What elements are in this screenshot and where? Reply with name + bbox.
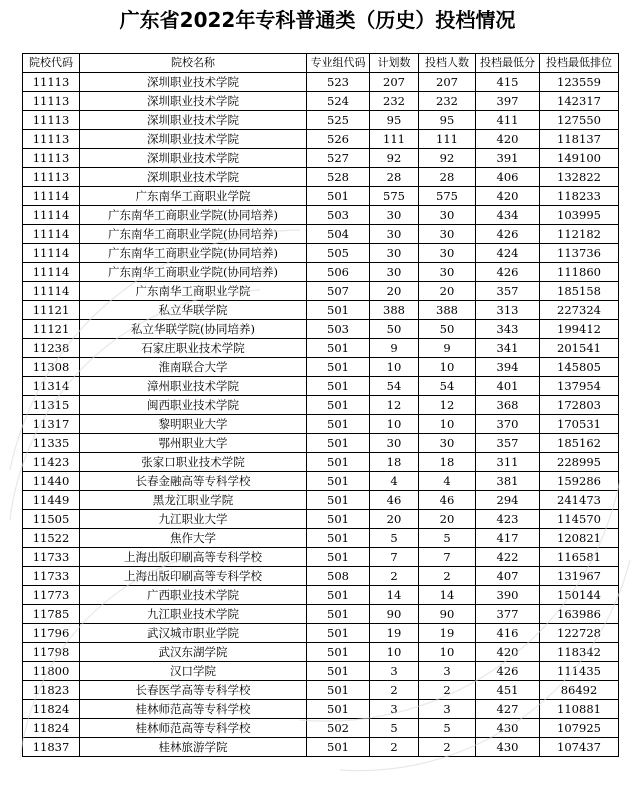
cell-admitted-count: 90 xyxy=(419,605,476,624)
cell-school-name: 上海出版印刷高等专科学校 xyxy=(80,548,307,567)
header-min-rank: 投档最低排位 xyxy=(540,54,619,73)
cell-min-score: 401 xyxy=(476,377,540,396)
table-body xyxy=(23,73,619,757)
cell-school-code: 11449 xyxy=(23,491,80,510)
cell-school-name: 深圳职业技术学院 xyxy=(80,149,307,168)
table-row xyxy=(23,377,619,396)
table-row xyxy=(23,244,619,263)
cell-plan-count: 2 xyxy=(370,681,419,700)
cell-school-name: 广东南华工商职业学院(协同培养) xyxy=(80,206,307,225)
cell-min-score: 420 xyxy=(476,130,540,149)
cell-group-code: 501 xyxy=(307,377,370,396)
cell-admitted-count: 7 xyxy=(419,548,476,567)
cell-school-name: 黎明职业大学 xyxy=(80,415,307,434)
cell-min-rank: 107437 xyxy=(540,738,619,757)
cell-admitted-count: 4 xyxy=(419,472,476,491)
cell-school-name: 鄂州职业大学 xyxy=(80,434,307,453)
cell-min-rank: 114570 xyxy=(540,510,619,529)
cell-school-name: 私立华联学院(协同培养) xyxy=(80,320,307,339)
cell-plan-count: 54 xyxy=(370,377,419,396)
cell-admitted-count: 30 xyxy=(419,434,476,453)
cell-school-code: 11823 xyxy=(23,681,80,700)
cell-school-name: 私立华联学院 xyxy=(80,301,307,320)
cell-school-code: 11238 xyxy=(23,339,80,358)
cell-school-name: 深圳职业技术学院 xyxy=(80,73,307,92)
cell-min-rank: 116581 xyxy=(540,548,619,567)
cell-admitted-count: 20 xyxy=(419,282,476,301)
table-row xyxy=(23,111,619,130)
cell-plan-count: 2 xyxy=(370,567,419,586)
cell-school-name: 漳州职业技术学院 xyxy=(80,377,307,396)
header-group-code: 专业组代码 xyxy=(307,54,370,73)
cell-group-code: 501 xyxy=(307,700,370,719)
cell-school-code: 11733 xyxy=(23,548,80,567)
cell-group-code: 502 xyxy=(307,719,370,738)
cell-school-code: 11113 xyxy=(23,168,80,187)
table-row xyxy=(23,415,619,434)
cell-group-code: 526 xyxy=(307,130,370,149)
cell-admitted-count: 2 xyxy=(419,567,476,586)
cell-plan-count: 14 xyxy=(370,586,419,605)
cell-min-rank: 137954 xyxy=(540,377,619,396)
cell-group-code: 501 xyxy=(307,415,370,434)
cell-school-code: 11440 xyxy=(23,472,80,491)
cell-admitted-count: 207 xyxy=(419,73,476,92)
cell-group-code: 501 xyxy=(307,586,370,605)
cell-plan-count: 92 xyxy=(370,149,419,168)
cell-min-rank: 199412 xyxy=(540,320,619,339)
table-header-row xyxy=(23,54,619,73)
table-row xyxy=(23,206,619,225)
cell-min-score: 406 xyxy=(476,168,540,187)
cell-school-code: 11785 xyxy=(23,605,80,624)
cell-group-code: 527 xyxy=(307,149,370,168)
cell-group-code: 508 xyxy=(307,567,370,586)
cell-min-score: 390 xyxy=(476,586,540,605)
cell-min-score: 294 xyxy=(476,491,540,510)
cell-school-name: 广东南华工商职业学院(协同培养) xyxy=(80,225,307,244)
cell-group-code: 506 xyxy=(307,263,370,282)
cell-school-code: 11113 xyxy=(23,130,80,149)
table-row xyxy=(23,643,619,662)
cell-school-name: 深圳职业技术学院 xyxy=(80,92,307,111)
cell-min-rank: 127550 xyxy=(540,111,619,130)
cell-plan-count: 18 xyxy=(370,453,419,472)
cell-min-score: 368 xyxy=(476,396,540,415)
table-row xyxy=(23,434,619,453)
cell-school-name: 上海出版印刷高等专科学校 xyxy=(80,567,307,586)
cell-min-rank: 122728 xyxy=(540,624,619,643)
cell-plan-count: 2 xyxy=(370,738,419,757)
cell-min-score: 357 xyxy=(476,434,540,453)
table-row xyxy=(23,472,619,491)
cell-plan-count: 575 xyxy=(370,187,419,206)
cell-min-score: 434 xyxy=(476,206,540,225)
header-school-name: 院校名称 xyxy=(80,54,307,73)
cell-school-code: 11800 xyxy=(23,662,80,681)
cell-min-rank: 113736 xyxy=(540,244,619,263)
cell-plan-count: 4 xyxy=(370,472,419,491)
table-row xyxy=(23,662,619,681)
cell-group-code: 501 xyxy=(307,491,370,510)
cell-plan-count: 30 xyxy=(370,206,419,225)
table-row xyxy=(23,282,619,301)
cell-min-rank: 149100 xyxy=(540,149,619,168)
cell-admitted-count: 46 xyxy=(419,491,476,510)
cell-school-name: 深圳职业技术学院 xyxy=(80,168,307,187)
cell-min-score: 394 xyxy=(476,358,540,377)
cell-school-code: 11113 xyxy=(23,149,80,168)
cell-admitted-count: 28 xyxy=(419,168,476,187)
cell-admitted-count: 2 xyxy=(419,738,476,757)
cell-admitted-count: 2 xyxy=(419,681,476,700)
cell-school-name: 淮南联合大学 xyxy=(80,358,307,377)
cell-group-code: 501 xyxy=(307,301,370,320)
cell-admitted-count: 30 xyxy=(419,244,476,263)
cell-group-code: 501 xyxy=(307,510,370,529)
cell-plan-count: 9 xyxy=(370,339,419,358)
cell-admitted-count: 3 xyxy=(419,662,476,681)
cell-admitted-count: 388 xyxy=(419,301,476,320)
page-title: 广东省2022年专科普通类（历史）投档情况 xyxy=(119,8,516,32)
cell-min-rank: 241473 xyxy=(540,491,619,510)
cell-min-rank: 142317 xyxy=(540,92,619,111)
cell-school-name: 九江职业大学 xyxy=(80,510,307,529)
cell-plan-count: 46 xyxy=(370,491,419,510)
cell-school-name: 深圳职业技术学院 xyxy=(80,130,307,149)
cell-school-name: 张家口职业技术学院 xyxy=(80,453,307,472)
cell-group-code: 528 xyxy=(307,168,370,187)
cell-plan-count: 28 xyxy=(370,168,419,187)
cell-min-score: 407 xyxy=(476,567,540,586)
cell-plan-count: 90 xyxy=(370,605,419,624)
cell-school-code: 11733 xyxy=(23,567,80,586)
cell-school-code: 11114 xyxy=(23,263,80,282)
cell-plan-count: 207 xyxy=(370,73,419,92)
table-row xyxy=(23,529,619,548)
cell-min-score: 397 xyxy=(476,92,540,111)
cell-admitted-count: 92 xyxy=(419,149,476,168)
cell-school-code: 11114 xyxy=(23,282,80,301)
table-row xyxy=(23,605,619,624)
table-row xyxy=(23,700,619,719)
cell-plan-count: 3 xyxy=(370,700,419,719)
cell-admitted-count: 14 xyxy=(419,586,476,605)
cell-min-score: 415 xyxy=(476,73,540,92)
cell-school-name: 桂林师范高等专科学校 xyxy=(80,700,307,719)
cell-group-code: 501 xyxy=(307,472,370,491)
cell-school-code: 11314 xyxy=(23,377,80,396)
cell-min-rank: 118137 xyxy=(540,130,619,149)
cell-min-rank: 201541 xyxy=(540,339,619,358)
cell-school-code: 11113 xyxy=(23,111,80,130)
cell-admitted-count: 232 xyxy=(419,92,476,111)
cell-min-score: 381 xyxy=(476,472,540,491)
cell-plan-count: 30 xyxy=(370,263,419,282)
table-row xyxy=(23,491,619,510)
cell-plan-count: 10 xyxy=(370,643,419,662)
cell-plan-count: 5 xyxy=(370,719,419,738)
cell-min-rank: 123559 xyxy=(540,73,619,92)
cell-group-code: 501 xyxy=(307,358,370,377)
cell-admitted-count: 30 xyxy=(419,263,476,282)
cell-school-name: 汉口学院 xyxy=(80,662,307,681)
header-plan-count: 计划数 xyxy=(370,54,419,73)
table-row xyxy=(23,681,619,700)
cell-school-name: 武汉东湖学院 xyxy=(80,643,307,662)
cell-school-name: 广西职业技术学院 xyxy=(80,586,307,605)
cell-school-code: 11315 xyxy=(23,396,80,415)
cell-plan-count: 111 xyxy=(370,130,419,149)
cell-min-score: 426 xyxy=(476,263,540,282)
cell-plan-count: 10 xyxy=(370,358,419,377)
cell-school-name: 广东南华工商职业学院 xyxy=(80,282,307,301)
table-row xyxy=(23,396,619,415)
cell-group-code: 503 xyxy=(307,320,370,339)
cell-group-code: 501 xyxy=(307,662,370,681)
cell-min-score: 420 xyxy=(476,187,540,206)
header-school-code: 院校代码 xyxy=(23,54,80,73)
cell-school-name: 桂林师范高等专科学校 xyxy=(80,719,307,738)
cell-school-code: 11121 xyxy=(23,301,80,320)
cell-min-score: 427 xyxy=(476,700,540,719)
cell-school-name: 九江职业技术学院 xyxy=(80,605,307,624)
cell-min-score: 416 xyxy=(476,624,540,643)
table-row xyxy=(23,263,619,282)
cell-group-code: 523 xyxy=(307,73,370,92)
cell-min-score: 313 xyxy=(476,301,540,320)
cell-min-score: 451 xyxy=(476,681,540,700)
cell-min-rank: 185158 xyxy=(540,282,619,301)
cell-group-code: 501 xyxy=(307,548,370,567)
cell-plan-count: 19 xyxy=(370,624,419,643)
cell-group-code: 501 xyxy=(307,529,370,548)
cell-min-rank: 170531 xyxy=(540,415,619,434)
cell-min-score: 430 xyxy=(476,738,540,757)
cell-min-rank: 132822 xyxy=(540,168,619,187)
cell-group-code: 503 xyxy=(307,206,370,225)
cell-plan-count: 30 xyxy=(370,225,419,244)
cell-plan-count: 10 xyxy=(370,415,419,434)
cell-admitted-count: 10 xyxy=(419,415,476,434)
cell-min-rank: 120821 xyxy=(540,529,619,548)
cell-group-code: 501 xyxy=(307,453,370,472)
cell-school-code: 11114 xyxy=(23,206,80,225)
cell-plan-count: 5 xyxy=(370,529,419,548)
table-row xyxy=(23,339,619,358)
table-row xyxy=(23,586,619,605)
cell-school-name: 闽西职业技术学院 xyxy=(80,396,307,415)
cell-plan-count: 20 xyxy=(370,282,419,301)
cell-admitted-count: 19 xyxy=(419,624,476,643)
cell-school-name: 长春金融高等专科学校 xyxy=(80,472,307,491)
cell-min-rank: 118233 xyxy=(540,187,619,206)
cell-plan-count: 3 xyxy=(370,662,419,681)
cell-min-score: 426 xyxy=(476,225,540,244)
cell-min-rank: 118342 xyxy=(540,643,619,662)
table-row xyxy=(23,624,619,643)
cell-admitted-count: 30 xyxy=(419,225,476,244)
cell-group-code: 501 xyxy=(307,738,370,757)
cell-admitted-count: 5 xyxy=(419,719,476,738)
cell-plan-count: 7 xyxy=(370,548,419,567)
table-row xyxy=(23,301,619,320)
cell-group-code: 524 xyxy=(307,92,370,111)
cell-school-code: 11522 xyxy=(23,529,80,548)
cell-group-code: 501 xyxy=(307,643,370,662)
cell-min-rank: 145805 xyxy=(540,358,619,377)
cell-school-name: 长春医学高等专科学校 xyxy=(80,681,307,700)
cell-group-code: 501 xyxy=(307,339,370,358)
cell-min-rank: 112182 xyxy=(540,225,619,244)
table-row xyxy=(23,320,619,339)
cell-school-name: 石家庄职业技术学院 xyxy=(80,339,307,358)
cell-school-code: 11114 xyxy=(23,225,80,244)
cell-school-name: 广东南华工商职业学院 xyxy=(80,187,307,206)
cell-plan-count: 12 xyxy=(370,396,419,415)
cell-min-score: 422 xyxy=(476,548,540,567)
cell-min-rank: 150144 xyxy=(540,586,619,605)
cell-group-code: 505 xyxy=(307,244,370,263)
cell-group-code: 501 xyxy=(307,396,370,415)
cell-min-score: 424 xyxy=(476,244,540,263)
cell-plan-count: 388 xyxy=(370,301,419,320)
cell-school-code: 11114 xyxy=(23,244,80,263)
cell-plan-count: 30 xyxy=(370,434,419,453)
cell-group-code: 501 xyxy=(307,605,370,624)
cell-min-score: 426 xyxy=(476,662,540,681)
cell-admitted-count: 12 xyxy=(419,396,476,415)
cell-school-code: 11796 xyxy=(23,624,80,643)
cell-group-code: 504 xyxy=(307,225,370,244)
cell-school-code: 11114 xyxy=(23,187,80,206)
header-min-score: 投档最低分 xyxy=(476,54,540,73)
cell-min-rank: 86492 xyxy=(540,681,619,700)
cell-min-rank: 103995 xyxy=(540,206,619,225)
cell-min-score: 430 xyxy=(476,719,540,738)
cell-admitted-count: 30 xyxy=(419,206,476,225)
cell-min-rank: 131967 xyxy=(540,567,619,586)
cell-min-rank: 159286 xyxy=(540,472,619,491)
cell-admitted-count: 3 xyxy=(419,700,476,719)
cell-min-score: 420 xyxy=(476,643,540,662)
cell-min-rank: 107925 xyxy=(540,719,619,738)
cell-min-score: 357 xyxy=(476,282,540,301)
cell-school-code: 11824 xyxy=(23,719,80,738)
cell-admitted-count: 18 xyxy=(419,453,476,472)
cell-admitted-count: 575 xyxy=(419,187,476,206)
cell-min-rank: 227324 xyxy=(540,301,619,320)
cell-min-score: 311 xyxy=(476,453,540,472)
cell-admitted-count: 10 xyxy=(419,358,476,377)
table-row xyxy=(23,548,619,567)
cell-group-code: 501 xyxy=(307,187,370,206)
table-row xyxy=(23,130,619,149)
cell-min-score: 423 xyxy=(476,510,540,529)
cell-admitted-count: 111 xyxy=(419,130,476,149)
cell-admitted-count: 54 xyxy=(419,377,476,396)
cell-school-code: 11798 xyxy=(23,643,80,662)
admission-table xyxy=(22,53,619,757)
cell-min-score: 377 xyxy=(476,605,540,624)
table-row xyxy=(23,719,619,738)
cell-school-code: 11773 xyxy=(23,586,80,605)
cell-group-code: 525 xyxy=(307,111,370,130)
table-row xyxy=(23,168,619,187)
cell-admitted-count: 5 xyxy=(419,529,476,548)
cell-admitted-count: 95 xyxy=(419,111,476,130)
cell-group-code: 501 xyxy=(307,624,370,643)
cell-admitted-count: 50 xyxy=(419,320,476,339)
table-row xyxy=(23,453,619,472)
cell-min-score: 391 xyxy=(476,149,540,168)
cell-min-rank: 172803 xyxy=(540,396,619,415)
cell-school-name: 深圳职业技术学院 xyxy=(80,111,307,130)
cell-group-code: 501 xyxy=(307,434,370,453)
cell-school-name: 黑龙江职业学院 xyxy=(80,491,307,510)
cell-school-code: 11113 xyxy=(23,92,80,111)
cell-school-name: 广东南华工商职业学院(协同培养) xyxy=(80,263,307,282)
cell-plan-count: 232 xyxy=(370,92,419,111)
cell-school-code: 11113 xyxy=(23,73,80,92)
cell-school-name: 桂林旅游学院 xyxy=(80,738,307,757)
cell-min-score: 341 xyxy=(476,339,540,358)
cell-min-rank: 228995 xyxy=(540,453,619,472)
table-row xyxy=(23,73,619,92)
cell-school-code: 11335 xyxy=(23,434,80,453)
cell-school-code: 11308 xyxy=(23,358,80,377)
cell-min-score: 343 xyxy=(476,320,540,339)
cell-min-rank: 111860 xyxy=(540,263,619,282)
cell-school-name: 焦作大学 xyxy=(80,529,307,548)
cell-school-code: 11824 xyxy=(23,700,80,719)
cell-admitted-count: 10 xyxy=(419,643,476,662)
cell-min-score: 417 xyxy=(476,529,540,548)
table-row xyxy=(23,187,619,206)
cell-plan-count: 50 xyxy=(370,320,419,339)
cell-plan-count: 30 xyxy=(370,244,419,263)
cell-school-code: 11837 xyxy=(23,738,80,757)
header-admitted-count: 投档人数 xyxy=(419,54,476,73)
cell-school-name: 广东南华工商职业学院(协同培养) xyxy=(80,244,307,263)
cell-min-rank: 163986 xyxy=(540,605,619,624)
table-row xyxy=(23,92,619,111)
table-row xyxy=(23,225,619,244)
cell-school-code: 11317 xyxy=(23,415,80,434)
table-row xyxy=(23,149,619,168)
cell-school-code: 11505 xyxy=(23,510,80,529)
table-row xyxy=(23,567,619,586)
table-row xyxy=(23,510,619,529)
cell-admitted-count: 20 xyxy=(419,510,476,529)
cell-min-rank: 110881 xyxy=(540,700,619,719)
cell-school-name: 武汉城市职业学院 xyxy=(80,624,307,643)
cell-group-code: 501 xyxy=(307,681,370,700)
cell-min-rank: 185162 xyxy=(540,434,619,453)
cell-min-score: 370 xyxy=(476,415,540,434)
cell-min-score: 411 xyxy=(476,111,540,130)
cell-plan-count: 20 xyxy=(370,510,419,529)
cell-plan-count: 95 xyxy=(370,111,419,130)
cell-min-rank: 111435 xyxy=(540,662,619,681)
cell-group-code: 507 xyxy=(307,282,370,301)
cell-school-code: 11121 xyxy=(23,320,80,339)
table-row xyxy=(23,358,619,377)
table-row xyxy=(23,738,619,757)
cell-admitted-count: 9 xyxy=(419,339,476,358)
cell-school-code: 11423 xyxy=(23,453,80,472)
